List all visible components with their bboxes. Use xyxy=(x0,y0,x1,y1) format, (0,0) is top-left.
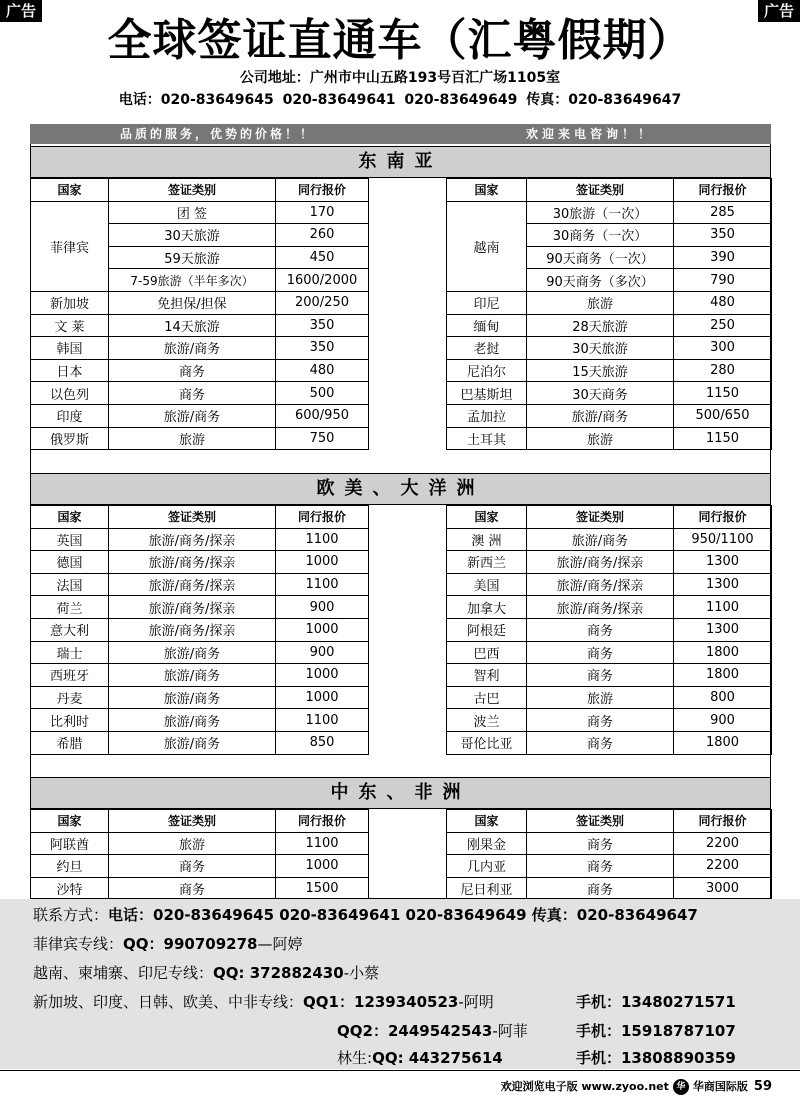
contact-phones: 电话：020-83649645 020-83649641 020-83649649 传真：020-83649647 xyxy=(108,906,698,924)
price-cell: 1300 xyxy=(674,573,772,596)
table-row xyxy=(31,641,369,664)
table-row xyxy=(447,359,772,382)
table-header-row xyxy=(447,179,772,202)
price-cell: 1000 xyxy=(276,664,369,687)
visa-type-cell: 商务 xyxy=(109,877,276,900)
euro-left-table xyxy=(30,505,369,755)
table-row xyxy=(31,618,369,641)
visa-type-cell: 商务 xyxy=(527,664,674,687)
table-row xyxy=(447,201,772,224)
sea-left-table xyxy=(30,178,369,450)
table-header-row xyxy=(31,506,369,529)
mobile-3 xyxy=(576,1048,736,1068)
table-header-row xyxy=(31,179,369,202)
price-cell: 2200 xyxy=(674,832,772,855)
publisher-logo-icon: 华 xyxy=(673,1079,689,1095)
country-cell: 澳 洲 xyxy=(447,528,527,551)
contact-line-singapore xyxy=(33,992,494,1012)
country-cell: 以色列 xyxy=(31,382,109,405)
visa-type-cell: 商务 xyxy=(527,641,674,664)
table-row xyxy=(447,337,772,360)
mea-right-table xyxy=(446,809,772,900)
visa-type-cell: 商务 xyxy=(527,731,674,754)
contact-label: 联系方式： xyxy=(33,906,109,924)
price-cell: 1300 xyxy=(674,551,772,574)
phone-numbers: 电话：020-83649645 020-83649641 020-83649649 传真：020-83649647 xyxy=(118,92,682,108)
country-cell: 巴西 xyxy=(447,641,527,664)
country-cell: 希腊 xyxy=(31,731,109,754)
visa-type-cell: 旅游/商务/探亲 xyxy=(109,528,276,551)
country-cell: 日本 xyxy=(31,359,109,382)
visa-type-cell: 旅游 xyxy=(109,832,276,855)
footer-brand: 华商国际版 xyxy=(692,1080,748,1093)
country-cell: 印度 xyxy=(31,404,109,427)
visa-type-cell: 旅游 xyxy=(109,427,276,450)
country-cell: 土耳其 xyxy=(447,427,527,450)
euro-right-table xyxy=(446,505,772,755)
table-row xyxy=(31,404,369,427)
visa-type-cell: 旅游/商务/探亲 xyxy=(527,551,674,574)
country-cell: 巴基斯坦 xyxy=(447,382,527,405)
country-cell: 约旦 xyxy=(31,855,109,878)
contact-line-main xyxy=(33,905,698,925)
visa-type-cell: 旅游/商务 xyxy=(109,731,276,754)
country-cell: 印尼 xyxy=(447,291,527,314)
country-cell: 韩国 xyxy=(31,337,109,360)
price-cell: 250 xyxy=(674,314,772,337)
visa-type-cell: 14天旅游 xyxy=(109,314,276,337)
visa-type-cell: 商务 xyxy=(527,618,674,641)
price-cell: 1800 xyxy=(674,641,772,664)
qq1-name: -阿明 xyxy=(458,993,494,1011)
header-country: 国家 xyxy=(447,810,527,833)
price-cell: 750 xyxy=(276,427,369,450)
qq1: QQ1：1239340523 xyxy=(303,993,459,1011)
vietnam-qq: QQ: 372882430 xyxy=(213,964,344,982)
table-row xyxy=(447,618,772,641)
qq2-name: -阿菲 xyxy=(492,1022,528,1040)
visa-type-cell: 商务 xyxy=(527,832,674,855)
table-row xyxy=(447,664,772,687)
country-cell: 意大利 xyxy=(31,618,109,641)
country-cell: 阿联酋 xyxy=(31,832,109,855)
table-row xyxy=(447,528,772,551)
mobile-1 xyxy=(576,992,736,1012)
table-row xyxy=(31,596,369,619)
table-row xyxy=(447,551,772,574)
visa-type-cell: 旅游/商务/探亲 xyxy=(109,573,276,596)
price-cell: 1000 xyxy=(276,686,369,709)
visa-type-cell: 旅游/商务 xyxy=(527,404,674,427)
price-cell: 900 xyxy=(276,596,369,619)
visa-type-cell: 30旅游（一次） xyxy=(527,201,674,224)
table-row xyxy=(447,709,772,732)
country-cell: 新西兰 xyxy=(447,551,527,574)
table-row xyxy=(31,382,369,405)
country-cell: 刚果金 xyxy=(447,832,527,855)
header-visa-type: 签证类别 xyxy=(527,179,674,202)
price-cell: 1150 xyxy=(674,427,772,450)
table-row xyxy=(31,551,369,574)
country-cell: 智利 xyxy=(447,664,527,687)
table-row xyxy=(31,877,369,900)
price-cell: 1000 xyxy=(276,551,369,574)
price-cell: 950/1100 xyxy=(674,528,772,551)
price-cell: 1300 xyxy=(674,618,772,641)
table-row xyxy=(31,291,369,314)
country-cell: 孟加拉 xyxy=(447,404,527,427)
table-row xyxy=(31,427,369,450)
table-header-row xyxy=(447,506,772,529)
table-header-row xyxy=(31,810,369,833)
visa-type-cell: 团 签 xyxy=(109,201,276,224)
table-row xyxy=(31,664,369,687)
country-cell: 英国 xyxy=(31,528,109,551)
price-cell: 350 xyxy=(276,314,369,337)
country-cell: 波兰 xyxy=(447,709,527,732)
mobile-3-text: 手机：13808890359 xyxy=(576,1049,736,1067)
country-cell: 荷兰 xyxy=(31,596,109,619)
price-cell: 850 xyxy=(276,731,369,754)
visa-type-cell: 旅游/商务/探亲 xyxy=(109,596,276,619)
price-cell: 1000 xyxy=(276,618,369,641)
price-cell: 1100 xyxy=(276,709,369,732)
singapore-line-label: 新加坡、印度、日韩、欧美、中非专线： xyxy=(33,993,304,1011)
price-cell: 1000 xyxy=(276,855,369,878)
price-cell: 1500 xyxy=(276,877,369,900)
price-cell: 200/250 xyxy=(276,291,369,314)
header-price: 同行报价 xyxy=(276,506,369,529)
table-row xyxy=(447,832,772,855)
visa-type-cell: 30天旅游 xyxy=(527,337,674,360)
header-country: 国家 xyxy=(31,179,109,202)
country-cell: 菲律宾 xyxy=(31,201,109,291)
price-cell: 3000 xyxy=(674,877,772,900)
header-visa-type: 签证类别 xyxy=(527,506,674,529)
visa-type-cell: 商务 xyxy=(527,855,674,878)
page-footer xyxy=(501,1078,772,1096)
philippines-qq: QQ：990709278 xyxy=(123,935,258,953)
header-price: 同行报价 xyxy=(276,179,369,202)
price-cell: 500 xyxy=(276,382,369,405)
price-cell: 1100 xyxy=(276,573,369,596)
country-cell: 加拿大 xyxy=(447,596,527,619)
country-cell: 尼日利亚 xyxy=(447,877,527,900)
header-visa-type: 签证类别 xyxy=(109,179,276,202)
visa-type-cell: 旅游 xyxy=(527,427,674,450)
mea-left-table xyxy=(30,809,369,900)
country-cell: 丹麦 xyxy=(31,686,109,709)
price-cell: 1100 xyxy=(276,528,369,551)
company-address: 公司地址：广州市中山五路193号百汇广场1105室 xyxy=(239,70,561,86)
price-cell: 1800 xyxy=(674,731,772,754)
contact-line-vietnam xyxy=(33,963,379,983)
visa-type-cell: 旅游/商务 xyxy=(109,709,276,732)
price-cell: 900 xyxy=(276,641,369,664)
table-row xyxy=(31,832,369,855)
visa-type-cell: 商务 xyxy=(527,877,674,900)
header-country: 国家 xyxy=(31,810,109,833)
price-cell: 600/950 xyxy=(276,404,369,427)
lin-prefix: 林生: xyxy=(337,1049,373,1067)
table-row xyxy=(31,573,369,596)
country-cell: 越南 xyxy=(447,201,527,291)
country-cell: 几内亚 xyxy=(447,855,527,878)
section-europe-america-oceania: 欧美、大洋洲 xyxy=(30,473,771,505)
country-cell: 缅甸 xyxy=(447,314,527,337)
country-cell: 哥伦比亚 xyxy=(447,731,527,754)
price-cell: 790 xyxy=(674,269,772,292)
visa-type-cell: 旅游/商务/探亲 xyxy=(109,618,276,641)
price-cell: 300 xyxy=(674,337,772,360)
table-row xyxy=(447,404,772,427)
header-price: 同行报价 xyxy=(674,810,772,833)
visa-type-cell: 旅游/商务/探亲 xyxy=(527,573,674,596)
visa-type-cell: 旅游/商务 xyxy=(109,337,276,360)
country-cell: 古巴 xyxy=(447,686,527,709)
visa-type-cell: 免担保/担保 xyxy=(109,291,276,314)
price-cell: 350 xyxy=(276,337,369,360)
country-cell: 新加坡 xyxy=(31,291,109,314)
visa-type-cell: 30天商务 xyxy=(527,382,674,405)
price-cell: 1600/2000 xyxy=(276,269,369,292)
country-cell: 德国 xyxy=(31,551,109,574)
table-row xyxy=(447,877,772,900)
header-price: 同行报价 xyxy=(674,506,772,529)
table-row xyxy=(31,731,369,754)
price-cell: 480 xyxy=(276,359,369,382)
visa-type-cell: 59天旅游 xyxy=(109,246,276,269)
footer-website: 欢迎浏览电子版 www.zyoo.net xyxy=(500,1080,669,1093)
country-cell: 俄罗斯 xyxy=(31,427,109,450)
table-row xyxy=(31,686,369,709)
slogan-left: 品质的服务，优势的价格！！ xyxy=(120,127,316,141)
contact-line-philippines xyxy=(33,934,302,954)
page-number: 59 xyxy=(753,1079,772,1094)
table-row xyxy=(447,314,772,337)
ad-label-left: 广告 xyxy=(0,0,42,22)
price-cell: 1150 xyxy=(674,382,772,405)
price-cell: 900 xyxy=(674,709,772,732)
country-cell: 比利时 xyxy=(31,709,109,732)
header-country: 国家 xyxy=(447,506,527,529)
ad-label-right: 广告 xyxy=(758,0,800,22)
mobile-2-text: 手机：15918787107 xyxy=(576,1022,736,1040)
table-row xyxy=(447,641,772,664)
visa-type-cell: 旅游/商务 xyxy=(527,528,674,551)
price-cell: 450 xyxy=(276,246,369,269)
visa-type-cell: 旅游/商务 xyxy=(109,404,276,427)
table-row xyxy=(447,291,772,314)
country-cell: 瑞士 xyxy=(31,641,109,664)
contact-line-qq2 xyxy=(337,1021,528,1041)
price-cell: 1800 xyxy=(674,664,772,687)
country-cell: 文 莱 xyxy=(31,314,109,337)
price-cell: 1100 xyxy=(276,832,369,855)
price-cell: 260 xyxy=(276,224,369,247)
table-row xyxy=(31,855,369,878)
philippines-contact-name: —阿婷 xyxy=(257,935,303,953)
price-cell: 2200 xyxy=(674,855,772,878)
mobile-2 xyxy=(576,1021,736,1041)
visa-type-cell: 商务 xyxy=(527,709,674,732)
table-row xyxy=(447,686,772,709)
table-row xyxy=(31,709,369,732)
price-cell: 390 xyxy=(674,246,772,269)
visa-type-cell: 旅游/商务 xyxy=(109,686,276,709)
table-row xyxy=(31,201,369,224)
header-visa-type: 签证类别 xyxy=(527,810,674,833)
table-row xyxy=(447,855,772,878)
section-southeast-asia: 东南亚 xyxy=(30,146,771,178)
qq2: QQ2：2449542543 xyxy=(337,1022,493,1040)
contact-line-lin xyxy=(337,1048,503,1068)
header-country: 国家 xyxy=(447,179,527,202)
visa-type-cell: 旅游/商务 xyxy=(109,641,276,664)
header-price: 同行报价 xyxy=(674,179,772,202)
sea-right-table xyxy=(446,178,772,450)
table-row xyxy=(447,573,772,596)
table-row xyxy=(447,731,772,754)
footer-divider xyxy=(0,1070,800,1071)
slogan-right: 欢迎来电咨询！！ xyxy=(526,127,655,141)
header-price: 同行报价 xyxy=(276,810,369,833)
slogan-band xyxy=(30,124,771,144)
country-cell: 美国 xyxy=(447,573,527,596)
visa-type-cell: 28天旅游 xyxy=(527,314,674,337)
table-row xyxy=(31,337,369,360)
table-row xyxy=(31,528,369,551)
table-row xyxy=(447,382,772,405)
visa-type-cell: 90天商务（一次） xyxy=(527,246,674,269)
visa-type-cell: 30天旅游 xyxy=(109,224,276,247)
vietnam-line-label: 越南、柬埔寨、印尼专线： xyxy=(33,964,214,982)
visa-type-cell: 商务 xyxy=(109,382,276,405)
table-header-row xyxy=(447,810,772,833)
visa-type-cell: 旅游/商务/探亲 xyxy=(109,551,276,574)
page-title: 全球签证直通车（汇粤假期） xyxy=(107,15,693,66)
visa-type-cell: 90天商务（多次） xyxy=(527,269,674,292)
country-cell: 法国 xyxy=(31,573,109,596)
visa-type-cell: 商务 xyxy=(109,855,276,878)
header-country: 国家 xyxy=(31,506,109,529)
table-row xyxy=(447,596,772,619)
price-cell: 1100 xyxy=(674,596,772,619)
price-cell: 480 xyxy=(674,291,772,314)
country-cell: 尼泊尔 xyxy=(447,359,527,382)
country-cell: 西班牙 xyxy=(31,664,109,687)
visa-type-cell: 7-59旅游（半年多次） xyxy=(109,269,276,292)
table-row xyxy=(447,427,772,450)
visa-type-cell: 旅游 xyxy=(527,291,674,314)
section-middle-east-africa: 中东、非洲 xyxy=(30,777,771,809)
price-cell: 285 xyxy=(674,201,772,224)
vietnam-contact-name: -小蔡 xyxy=(343,964,380,982)
visa-type-cell: 15天旅游 xyxy=(527,359,674,382)
contact-panel xyxy=(0,899,800,1069)
visa-type-cell: 30商务（一次） xyxy=(527,224,674,247)
country-cell: 阿根廷 xyxy=(447,618,527,641)
price-cell: 500/650 xyxy=(674,404,772,427)
visa-type-cell: 旅游 xyxy=(527,686,674,709)
price-cell: 350 xyxy=(674,224,772,247)
visa-type-cell: 旅游/商务/探亲 xyxy=(527,596,674,619)
table-row xyxy=(31,314,369,337)
mobile-1-text: 手机：13480271571 xyxy=(576,993,736,1011)
price-cell: 280 xyxy=(674,359,772,382)
country-cell: 沙特 xyxy=(31,877,109,900)
price-cell: 170 xyxy=(276,201,369,224)
philippines-line-label: 菲律宾专线： xyxy=(33,935,124,953)
country-cell: 老挝 xyxy=(447,337,527,360)
lin-qq: QQ: 443275614 xyxy=(372,1049,503,1067)
visa-type-cell: 旅游/商务 xyxy=(109,664,276,687)
header-visa-type: 签证类别 xyxy=(109,506,276,529)
table-row xyxy=(31,359,369,382)
visa-type-cell: 商务 xyxy=(109,359,276,382)
header-visa-type: 签证类别 xyxy=(109,810,276,833)
price-cell: 800 xyxy=(674,686,772,709)
